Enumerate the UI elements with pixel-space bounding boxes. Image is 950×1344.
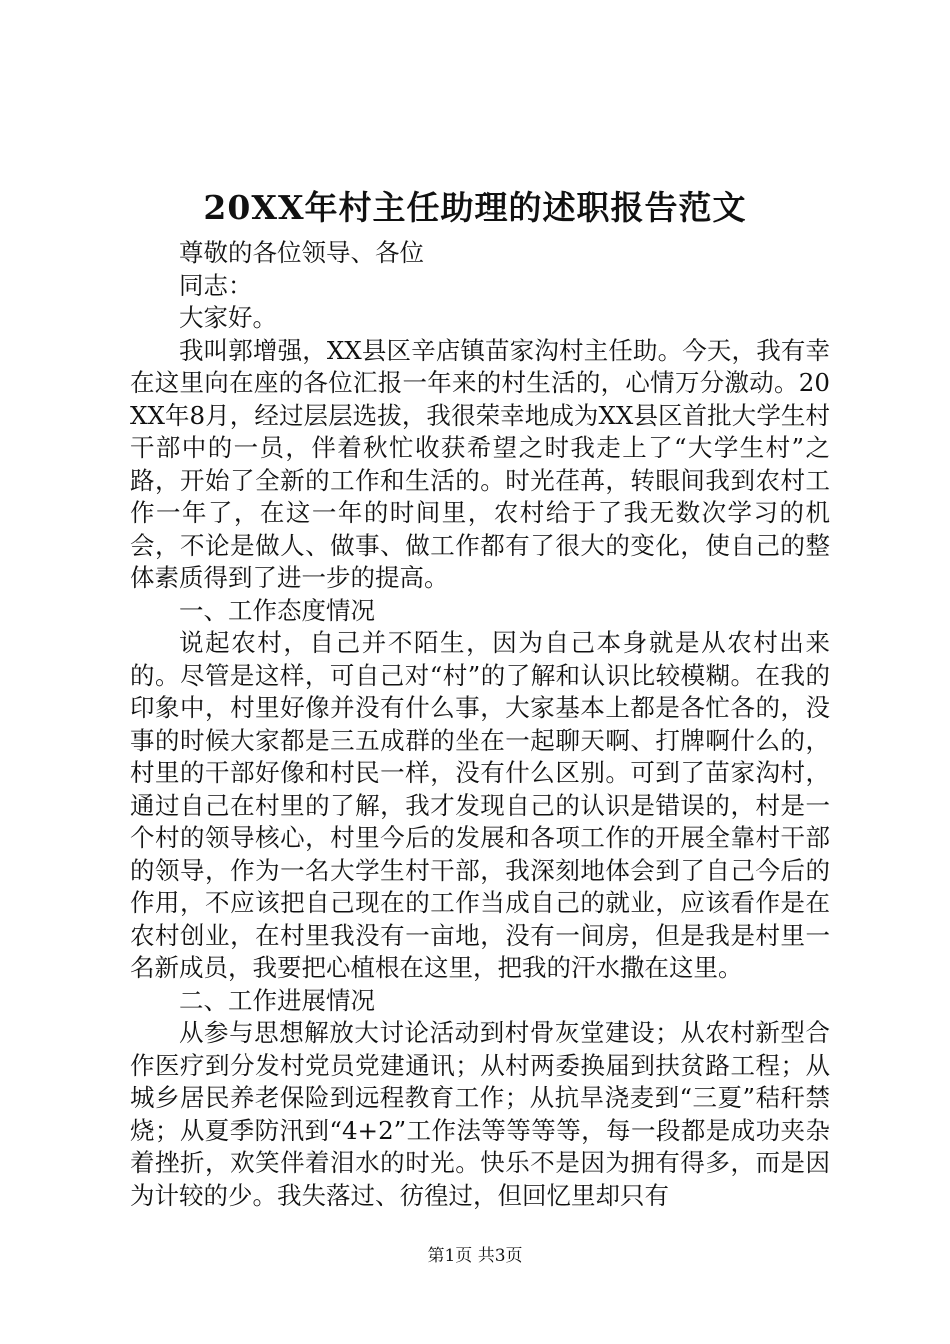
section-paragraph-1: 说起农村，自己并不陌生，因为自己本身就是从农村出来的。尽管是这样，可自己对“村”的了解和认识比较模糊。在我的印象中，村里好像并没有什么事，大家基本上都是各忙各的，没事的时候大家都是三五成群的坐在一起聊天啊、打牌啊什么的，村里的干部好像和村民一样，没有什么区别。可到了苗家沟村，通过自己在村里的了解，我才发现自己的认识是错误的，村是一个村的领导核心，村里今后的发展和各项工作的开展全靠村干部的领导，作为一名大学生村干部，我深刻地体会到了自己今后的作用，不应该把自己现在的工作当成自己的就业，应该看作是在农村创业，在村里我没有一亩地，没有一间房，但是我是村里一名新成员，我要把心植根在这里，把我的汗水撒在这里。	[130, 628, 830, 982]
document-body	[130, 237, 830, 1212]
section-heading-2: 二、工作进展情况	[179, 985, 375, 1015]
section-heading-1: 一、工作态度情况	[179, 595, 375, 625]
salutation-line-1: 尊敬的各位领导、各位	[179, 238, 424, 267]
greeting: 大家好。	[179, 303, 277, 332]
salutation-line-2: 同志：	[179, 270, 253, 300]
document-title: 20XX年村主任助理的述职报告范文	[203, 188, 747, 227]
intro-paragraph: 我叫郭增强，XX县区辛店镇苗家沟村主任助。今天，我有幸在这里向在座的各位汇报一年来的村生活的，心情万分激动。20XX年8月，经过层层选拔，我很荣幸地成为XX县区首批大学生村干部中的一员，伴着秋忙收获希望之时我走上了“大学生村”之路，开始了全新的工作和生活的。时光荏苒，转眼间我到农村工作一年了，在这一年的时间里，农村给于了我无数次学习的机会，不论是做人、做事、做工作都有了很大的变化，使自己的整体素质得到了进一步的提高。	[130, 335, 830, 592]
section-paragraph-2: 从参与思想解放大讨论活动到村骨灰堂建设；从农村新型合作医疗到分发村党员党建通讯；从村两委换届到扶贫路工程；从城乡居民养老保险到远程教育工作；从抗旱浇麦到“三夏”秸秆禁烧；从夏季防汛到“4+2”工作法等等等等，每一段都是成功夹杂着挫折，欢笑伴着泪水的时光。快乐不是因为拥有得多，而是因为计较的少。我失落过、彷徨过，但回忆里却只有	[130, 1018, 830, 1210]
page-number-footer: 第1页 共3页	[427, 1246, 523, 1266]
